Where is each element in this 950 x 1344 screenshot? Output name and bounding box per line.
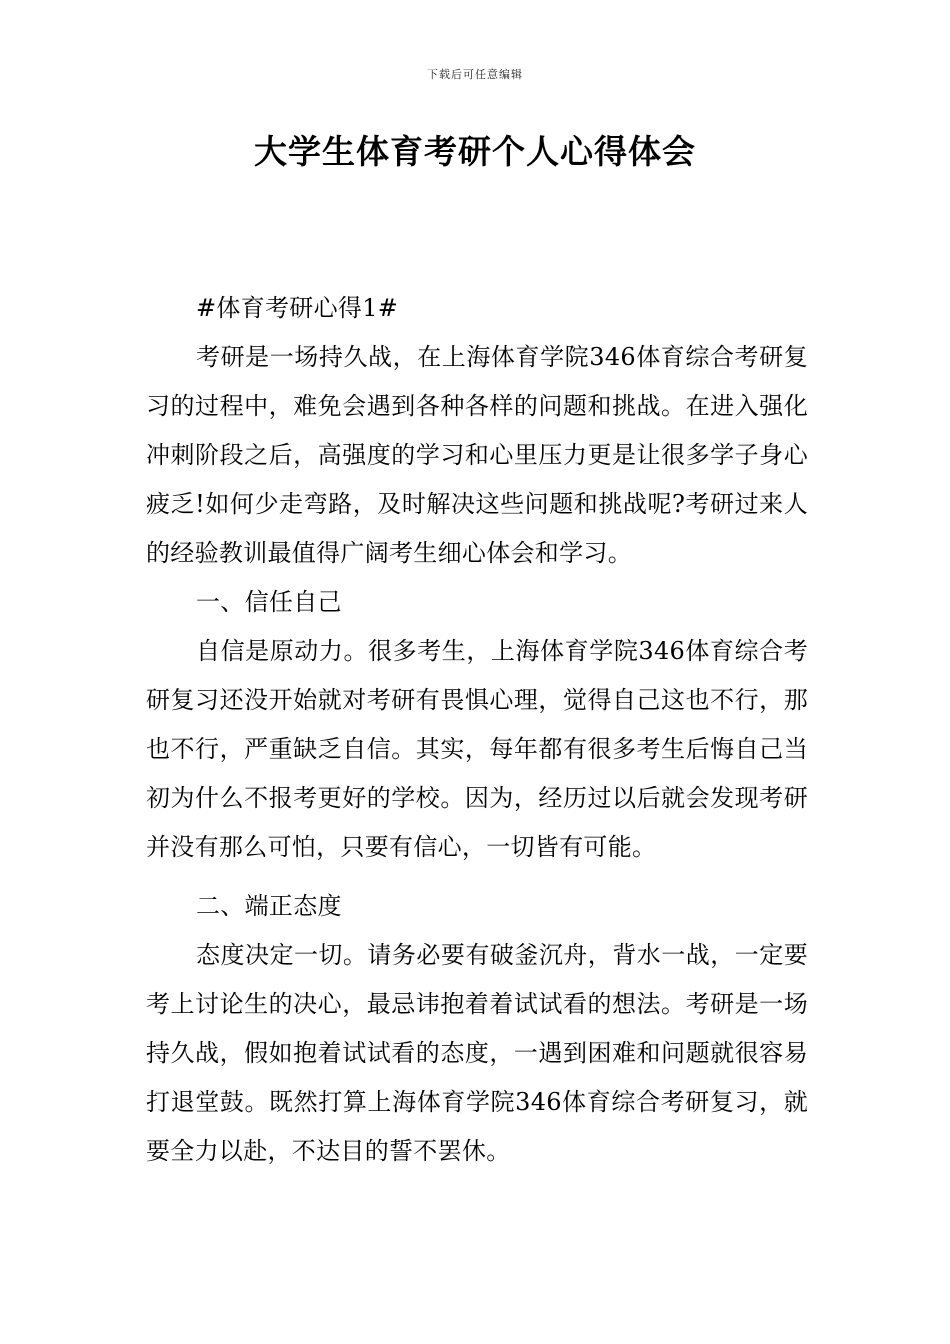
paragraph-attitude: 态度决定一切。请务必要有破釜沉舟，背水一战，一定要考上讨论生的决心，最忌讳抱着着试试看的想法。考研是一场持久战，假如抱着试试看的态度，一遇到困难和问题就很容易打退堂鼓。既然打算上海体育学院346体育综合考研复习，就要全力以赴，不达目的誓不罢休。 (146, 941, 808, 1165)
section-heading-attitude: 二、端正态度 (196, 892, 342, 920)
paragraph-intro: 考研是一场持久战，在上海体育学院346体育综合考研复习的过程中，难免会遇到各种各样的问题和挑战。在进入强化冲刺阶段之后，高强度的学习和心里压力更是让很多学子身心疲乏!如何少走弯路，及时解决这些问题和挑战呢?考研过来人的经验教训最值得广阔考生细心体会和学习。 (146, 343, 808, 567)
section-heading-trust: 一、信任自己 (196, 588, 342, 616)
paragraph-confidence: 自信是原动力。很多考生，上海体育学院346体育综合考研复习还没开始就对考研有畏惧心理，觉得自己这也不行，那也不行，严重缺乏自信。其实，每年都有很多考生后悔自己当初为什么不报考更好的学校。因为，经历过以后就会发现考研并没有那么可怕，只要有信心，一切皆有可能。 (146, 637, 808, 861)
section-heading-1: #体育考研心得1# (196, 294, 399, 322)
document-title: 大学生体育考研个人心得体会 (254, 132, 696, 171)
document-body (146, 284, 808, 1176)
header-note: 下载后可任意编辑 (427, 68, 523, 81)
